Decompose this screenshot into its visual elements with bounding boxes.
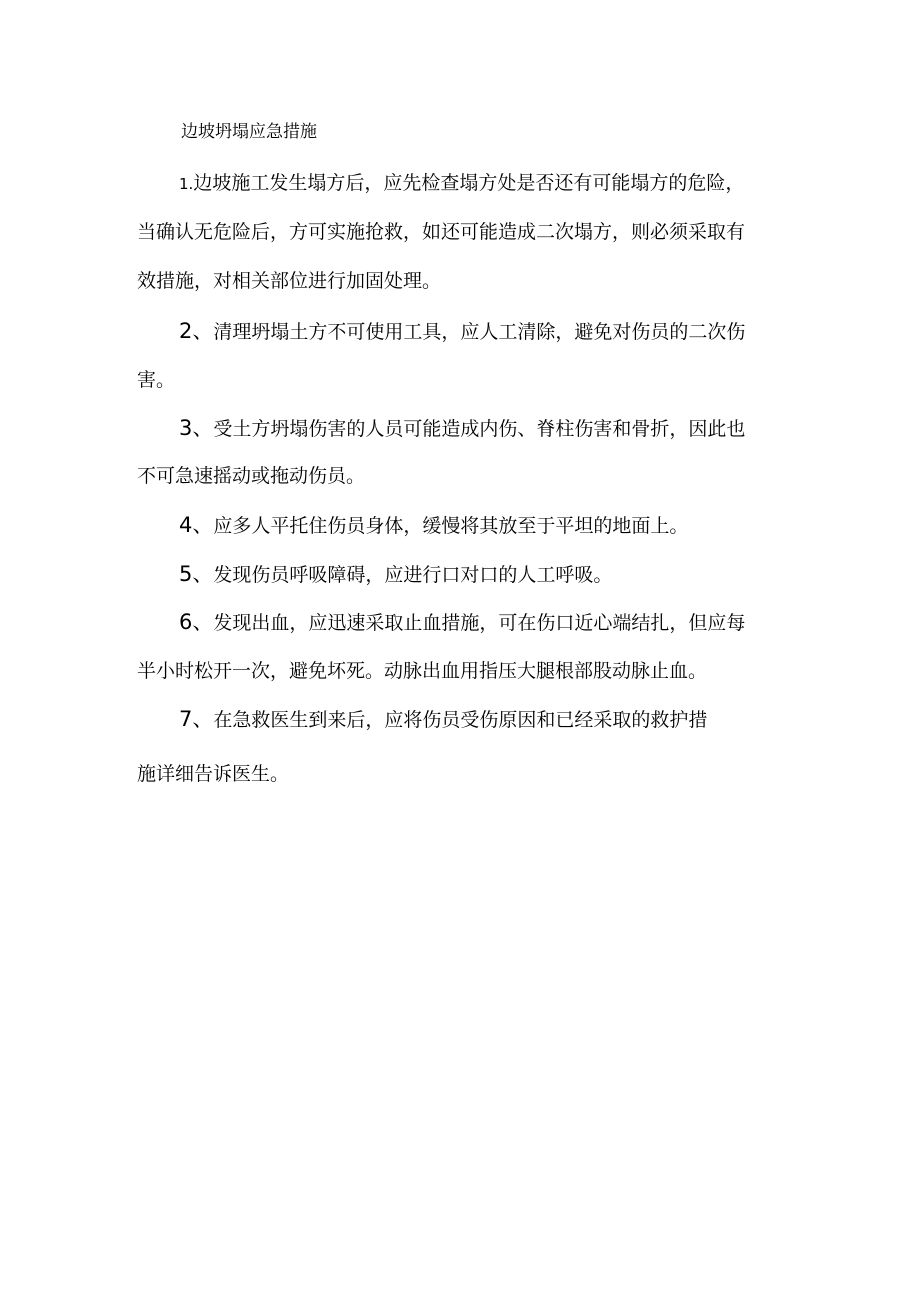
item-5-number: 5、 xyxy=(179,562,214,586)
item-1-line-1: 1.边坡施工发生塌方后，应先检查塌方处是否还有可能塌方的危险， xyxy=(179,172,745,194)
item-1-number: 1. xyxy=(179,175,194,193)
item-1-line-3: 效措施，对相关部位进行加固处理。 xyxy=(137,270,442,292)
item-5-line-1: 5、发现伤员呼吸障碍，应进行口对口的人工呼吸。 xyxy=(179,562,613,586)
item-2-line-2: 害。 xyxy=(137,369,176,391)
document-title: 边坡坍塌应急措施 xyxy=(181,122,317,142)
item-7-line-1: 7、在急救医生到来后，应将伤员受伤原因和已经采取的救护措 xyxy=(179,707,708,731)
item-2-number: 2、 xyxy=(179,319,214,343)
item-3-line-2: 不可急速摇动或拖动伤员。 xyxy=(137,465,366,487)
item-1-line-2: 当确认无危险后，方可实施抢救，如还可能造成二次塌方，则必须采取有 xyxy=(137,221,746,243)
item-7-number: 7、 xyxy=(179,707,214,731)
item-6-line-1: 6、发现出血，应迅速采取止血措施，可在伤口近心端结扎，但应每 xyxy=(179,610,746,634)
item-4-line-1: 4、应多人平托住伤员身体，缓慢将其放至于平坦的地面上。 xyxy=(179,513,689,537)
item-6-line-2: 半小时松开一次，避免坏死。动脉出血用指压大腿根部股动脉止血。 xyxy=(137,660,708,682)
item-3-line-1: 3、受土方坍塌伤害的人员可能造成内伤、脊柱伤害和骨折，因此也 xyxy=(179,416,746,440)
item-6-number: 6、 xyxy=(179,610,214,634)
item-3-number: 3、 xyxy=(179,416,214,440)
item-2-line-1: 2、清理坍塌土方不可使用工具，应人工清除，避免对伤员的二次伤 xyxy=(179,319,746,343)
item-4-number: 4、 xyxy=(179,513,214,537)
item-7-line-2: 施详细告诉医生。 xyxy=(137,763,290,785)
